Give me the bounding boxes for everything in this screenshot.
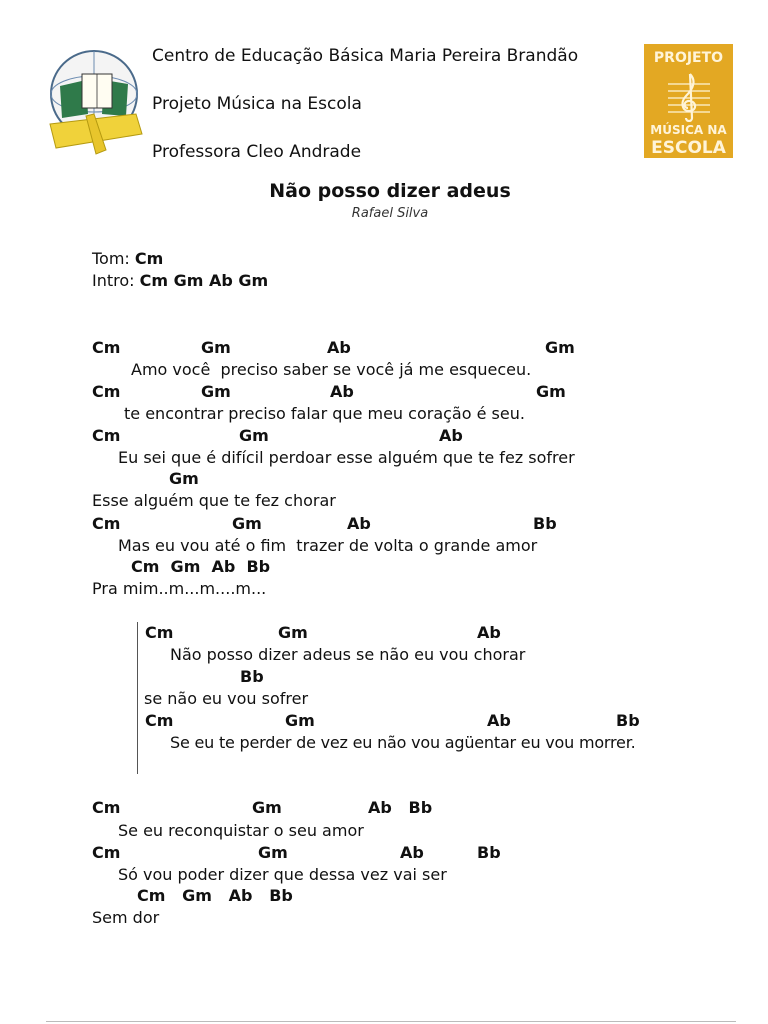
- treble-clef-icon: [666, 70, 712, 122]
- lyric-line: Amo você preciso saber se você já me esqueceu.: [131, 360, 532, 379]
- chorus-marker-bar: [137, 622, 138, 774]
- chord: Bb: [616, 711, 640, 730]
- lyric-line: te encontrar preciso falar que meu coração é seu.: [124, 404, 525, 423]
- lyric-line: Pra mim..m...m....m...: [92, 579, 267, 598]
- project-name: Projeto Música na Escola: [152, 94, 362, 114]
- chord: Gm: [201, 338, 231, 357]
- song-artist: Rafael Silva: [351, 206, 429, 221]
- chord: Cm: [92, 382, 121, 401]
- chord: Cm: [145, 623, 174, 642]
- chord: Bb: [477, 843, 501, 862]
- chord: Ab Bb: [368, 798, 433, 817]
- chord: Cm: [92, 798, 121, 817]
- chord: Gm: [252, 798, 282, 817]
- chord: Gm: [201, 382, 231, 401]
- lyric-line: Se eu reconquistar o seu amor: [118, 821, 364, 840]
- chord: Cm: [145, 711, 174, 730]
- lyric-line: Mas eu vou até o fim trazer de volta o grande amor: [118, 536, 538, 555]
- lyric-line: Se eu te perder de vez eu não vou agüentar eu vou morrer.: [170, 733, 636, 752]
- chord: Gm: [169, 469, 199, 488]
- lyric-line: Só vou poder dizer que dessa vez vai ser: [118, 865, 447, 884]
- chord: Gm: [278, 623, 308, 642]
- badge-line-1: PROJETO: [653, 50, 724, 66]
- chord: Ab: [487, 711, 511, 730]
- project-badge-logo: [644, 44, 733, 158]
- chord: Ab: [330, 382, 354, 401]
- chord: Gm: [258, 843, 288, 862]
- chord: Gm: [545, 338, 575, 357]
- key-line: Tom: Cm: [92, 249, 164, 268]
- chord: Ab: [347, 514, 371, 533]
- teacher-name: Professora Cleo Andrade: [152, 142, 362, 162]
- chord: Gm: [239, 426, 269, 445]
- school-logo: [46, 44, 146, 156]
- chord: Ab: [439, 426, 463, 445]
- chord: Ab: [327, 338, 351, 357]
- chord: Cm: [92, 426, 121, 445]
- intro-chords: Cm Gm Ab Gm: [139, 271, 269, 290]
- chord: Cm: [92, 338, 121, 357]
- footer-divider: [46, 1021, 736, 1022]
- chord: Ab: [400, 843, 424, 862]
- lyric-line: Não posso dizer adeus se não eu vou chorar: [170, 645, 526, 664]
- key-value: Cm: [134, 249, 164, 268]
- chord: Ab: [477, 623, 501, 642]
- song-title: Não posso dizer adeus: [269, 180, 511, 202]
- chord: Gm: [285, 711, 315, 730]
- school-name: Centro de Educação Básica Maria Pereira Brandão: [152, 46, 579, 66]
- chord: Bb: [240, 667, 264, 686]
- chord: Cm Gm Ab Bb: [131, 557, 271, 576]
- chord: Gm: [536, 382, 566, 401]
- lyric-line: Sem dor: [92, 908, 160, 927]
- badge-line-2: MÚSICA NA: [650, 123, 727, 137]
- chord: Gm: [232, 514, 262, 533]
- lyric-line: se não eu vou sofrer: [144, 689, 309, 708]
- chord: Bb: [533, 514, 557, 533]
- badge-line-3: ESCOLA: [651, 138, 726, 158]
- lyric-line: Esse alguém que te fez chorar: [92, 491, 336, 510]
- chord: Cm Gm Ab Bb: [137, 886, 293, 905]
- chord: Cm: [92, 843, 121, 862]
- chord: Cm: [92, 514, 121, 533]
- intro-line: Intro: Cm Gm Ab Gm: [92, 271, 269, 290]
- lyric-line: Eu sei que é difícil perdoar esse alguém que te fez sofrer: [118, 448, 575, 467]
